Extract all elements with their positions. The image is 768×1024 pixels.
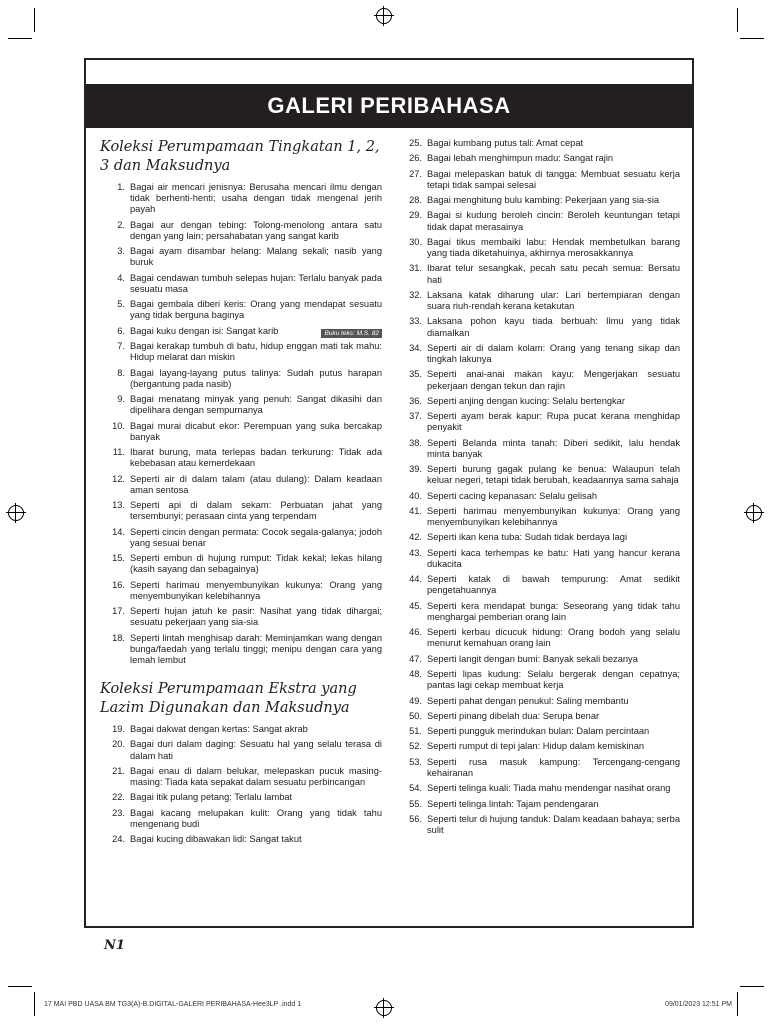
item-number: 32. bbox=[409, 289, 422, 300]
list-item bbox=[398, 814, 680, 836]
list-item bbox=[100, 580, 382, 602]
item-text: Bagai kacang melupakan kulit: Orang yang tidak tahu mengenang budi bbox=[130, 807, 382, 829]
crop-mark bbox=[34, 8, 35, 32]
list-item bbox=[100, 182, 382, 216]
item-text: Bagai gembala diberi keris: Orang yang mendapat sesuatu yang tidak berguna baginya bbox=[130, 299, 382, 321]
item-number: 54. bbox=[409, 783, 422, 794]
list-item bbox=[100, 527, 382, 549]
item-number: 31. bbox=[409, 263, 422, 274]
crop-mark bbox=[740, 986, 764, 987]
item-text: Seperti pungguk merindukan bulan: Dalam percintaan bbox=[427, 726, 650, 737]
list-item bbox=[100, 633, 382, 667]
list-item bbox=[100, 421, 382, 443]
list-item bbox=[100, 341, 382, 363]
item-number: 52. bbox=[409, 741, 422, 752]
list-item bbox=[398, 343, 680, 365]
item-text: Ibarat burung, mata terlepas badan terkurung: Tidak ada kebebasan atau kemerdekaan bbox=[130, 447, 382, 469]
footer-timestamp: 09/01/2023 12:51 PM bbox=[665, 1001, 732, 1008]
item-number: 13. bbox=[112, 500, 125, 510]
item-text: Bagai murai dicabut ekor: Perempuan yang suka bercakap banyak bbox=[130, 420, 382, 442]
crop-mark bbox=[8, 38, 32, 39]
crop-mark bbox=[737, 992, 738, 1016]
item-number: 9. bbox=[117, 394, 125, 404]
registration-mark-icon bbox=[8, 505, 24, 521]
list-item bbox=[398, 669, 680, 691]
list-item bbox=[100, 792, 382, 803]
item-text: Seperti telinga lintah: Tajam pendengaran bbox=[427, 798, 599, 809]
item-text: Seperti cacing kepanasan: Selalu gelisah bbox=[427, 490, 598, 501]
item-number: 46. bbox=[409, 627, 422, 638]
list-item bbox=[398, 783, 680, 794]
item-text: Bagai itik pulang petang: Terlalu lambat bbox=[130, 792, 293, 803]
item-text: Seperti air di dalam kolam: Orang yang tenang sikap dan tingkah lakunya bbox=[427, 342, 680, 365]
registration-mark-icon bbox=[376, 1000, 392, 1016]
item-text: Seperti langit dengan bumi: Banyak sekali bezanya bbox=[427, 653, 638, 664]
item-text: Bagai melepaskan batuk di tangga: Membuat sesuatu kerja tetapi tidak sampai selesai bbox=[427, 168, 680, 190]
item-number: 40. bbox=[409, 490, 422, 501]
item-number: 17. bbox=[112, 606, 125, 616]
content-frame bbox=[84, 58, 694, 928]
item-text: Bagai aur dengan tebing: Tolong-menolong antara satu dengan yang lain; persahabatan yang sangat karib bbox=[130, 219, 382, 241]
item-number: 11. bbox=[112, 447, 125, 457]
item-text: Bagai si kudung beroleh cincin: Beroleh keuntungan tetapi tidak dapat merasainya bbox=[427, 210, 680, 232]
item-number: 35. bbox=[409, 369, 422, 380]
item-number: 49. bbox=[409, 695, 422, 706]
item-number: 39. bbox=[409, 464, 422, 475]
list-item bbox=[398, 548, 680, 570]
list-item bbox=[100, 500, 382, 522]
list-item bbox=[100, 368, 382, 390]
item-number: 1. bbox=[117, 182, 125, 192]
crop-mark bbox=[737, 8, 738, 32]
item-number: 53. bbox=[409, 756, 422, 767]
item-text: Laksana katak diharung ular: Lari bertempiaran dengan suara riuh-rendah kerana ketakutan bbox=[427, 289, 680, 312]
item-text: Seperti hujan jatuh ke pasir: Nasihat yang tidak dihargai; sesuatu pekerjaan yang sia-sia bbox=[130, 606, 382, 628]
list-item bbox=[398, 263, 680, 285]
item-number: 16. bbox=[112, 579, 125, 590]
item-number: 50. bbox=[409, 710, 422, 721]
list-item bbox=[398, 369, 680, 391]
item-text: Seperti api di dalam sekam: Perbuatan jahat yang tersembunyi; perasaan cinta yang terpendam bbox=[130, 500, 382, 522]
item-text: Seperti pinang dibelah dua: Serupa benar bbox=[427, 710, 600, 721]
item-text: Bagai menghitung bulu kambing: Pekerjaan yang sia-sia bbox=[427, 195, 660, 206]
list-item bbox=[100, 246, 382, 268]
item-number: 48. bbox=[409, 669, 422, 680]
list-item bbox=[398, 741, 680, 752]
item-number: 42. bbox=[409, 532, 422, 543]
registration-mark-icon bbox=[376, 8, 392, 24]
item-text: Bagai kumbang putus tali: Amat cepat bbox=[427, 138, 584, 148]
list-item bbox=[398, 491, 680, 502]
list-item bbox=[100, 553, 382, 575]
list-item bbox=[398, 169, 680, 191]
list-item bbox=[398, 532, 680, 543]
list-item bbox=[100, 606, 382, 628]
item-text: Bagai kucing dibawakan lidi: Sangat takut bbox=[130, 834, 302, 845]
item-text: Bagai duri dalam daging: Sesuatu hal yang selalu terasa di dalam hati bbox=[130, 739, 382, 761]
item-number: 25. bbox=[409, 138, 422, 148]
list-item bbox=[398, 195, 680, 206]
item-number: 55. bbox=[409, 798, 422, 809]
list-item bbox=[398, 799, 680, 810]
list-item bbox=[398, 290, 680, 312]
registration-mark-icon bbox=[746, 505, 762, 521]
item-text: Bagai lebah menghimpun madu: Sangat rajin bbox=[427, 153, 614, 164]
item-number: 43. bbox=[409, 547, 422, 558]
item-number: 45. bbox=[409, 600, 422, 611]
list-item bbox=[398, 210, 680, 232]
list-item bbox=[100, 394, 382, 416]
item-number: 12. bbox=[112, 473, 125, 484]
item-text: Seperti kera mendapat bunga: Seseorang yang tidak tahu menghargai pemberian orang lain bbox=[427, 600, 680, 622]
list-item bbox=[100, 474, 382, 496]
item-number: 7. bbox=[117, 341, 125, 351]
item-number: 20. bbox=[112, 739, 125, 750]
item-number: 21. bbox=[112, 765, 125, 776]
item-text: Seperti kaca terhempas ke batu: Hati yang hancur kerana dukacita bbox=[427, 547, 680, 569]
item-number: 10. bbox=[112, 420, 125, 431]
item-number: 38. bbox=[409, 437, 422, 448]
left-column bbox=[100, 138, 382, 850]
list-item bbox=[100, 447, 382, 469]
item-text: Seperti air di dalam talam (atau dulang): Dalam keadaan aman sentosa bbox=[130, 473, 382, 495]
textbook-reference-badge: Buku teks: M.S. 82 bbox=[321, 329, 382, 338]
list-item bbox=[398, 726, 680, 737]
list-item bbox=[100, 834, 382, 845]
footer-file-info: 17 MAI PBD UASA BM TG3(A)-B.DIGITAL-GALERI PERIBAHASA-Hee3LP .indd 1 bbox=[44, 1001, 302, 1008]
item-text: Seperti cincin dengan permata: Cocok segala-galanya; jodoh yang sesuai benar bbox=[130, 526, 382, 548]
proverb-list-1 bbox=[100, 182, 382, 666]
item-text: Seperti burung gagak pulang ke benua: Walaupun telah keluar negeri, tetapi tidak berubah, keadaannya sama sahaja bbox=[427, 464, 680, 486]
item-number: 28. bbox=[409, 195, 422, 206]
item-number: 34. bbox=[409, 342, 422, 353]
item-number: 44. bbox=[409, 574, 422, 585]
item-text: Bagai layang-layang putus talinya: Sudah putus harapan (bergantung pada nasib) bbox=[130, 367, 382, 389]
item-text: Seperti kerbau dicucuk hidung: Orang bodoh yang selalu menurut kemahuan orang lain bbox=[427, 627, 680, 649]
item-text: Seperti lipas kudung: Selalu bergerak dengan cepatnya; pantas lagi cekap membuat kerja bbox=[427, 669, 680, 691]
item-number: 5. bbox=[117, 299, 125, 310]
crop-mark bbox=[8, 986, 32, 987]
item-number: 3. bbox=[117, 246, 125, 257]
item-text: Laksana pohon kayu tiada berbuah: Ilmu yang tidak diamalkan bbox=[427, 316, 680, 338]
list-item bbox=[398, 438, 680, 460]
list-item bbox=[100, 766, 382, 788]
list-item bbox=[398, 237, 680, 259]
item-number: 8. bbox=[117, 367, 125, 378]
item-text: Seperti anjing dengan kucing: Selalu bertengkar bbox=[427, 395, 625, 406]
item-text: Seperti Belanda minta tanah: Diberi sedikit, lalu hendak minta banyak bbox=[427, 437, 680, 459]
item-text: Seperti rumput di tepi jalan: Hidup dalam kemiskinan bbox=[427, 741, 645, 752]
item-number: 19. bbox=[112, 724, 125, 735]
list-item bbox=[100, 220, 382, 242]
section2-title: Koleksi Perumpamaan Ekstra yang Lazim Digunakan dan Maksudnya bbox=[100, 681, 357, 717]
item-text: Bagai cendawan tumbuh selepas hujan: Terlalu banyak pada sesuatu masa bbox=[130, 272, 382, 294]
list-item bbox=[100, 808, 382, 830]
item-text: Bagai menatang minyak yang penuh: Sangat dikasihi dan dipelihara dengan sempurnanya bbox=[130, 394, 382, 416]
list-item bbox=[398, 464, 680, 486]
item-number: 4. bbox=[117, 272, 125, 283]
list-item bbox=[398, 601, 680, 623]
section1-title: Koleksi Perumpamaan Tingkatan 1, 2, 3 dan Maksudnya bbox=[100, 139, 380, 174]
item-text: Bagai kerakap tumbuh di batu, hidup enggan mati tak mahu: Hidup melarat dan miskin bbox=[130, 341, 382, 363]
item-number: 14. bbox=[112, 526, 125, 537]
item-number: 51. bbox=[409, 726, 422, 737]
item-text: Bagai tikus membaiki labu: Hendak membetulkan barang yang tiada diketahuinya, akhirnya merosakkannya bbox=[427, 236, 680, 259]
right-column bbox=[398, 138, 680, 840]
list-item bbox=[398, 574, 680, 596]
item-number: 2. bbox=[117, 219, 125, 230]
item-number: 29. bbox=[409, 210, 422, 221]
item-number: 24. bbox=[112, 834, 125, 845]
item-number: 30. bbox=[409, 236, 422, 247]
list-item bbox=[398, 696, 680, 707]
item-text: Seperti ikan kena tuba: Sudah tidak berdaya lagi bbox=[427, 532, 628, 543]
list-item bbox=[398, 411, 680, 433]
proverb-list-3 bbox=[398, 138, 680, 836]
list-item bbox=[398, 506, 680, 528]
list-item bbox=[398, 757, 680, 779]
list-item bbox=[100, 724, 382, 735]
item-text: Bagai dakwat dengan kertas: Sangat akrab bbox=[130, 724, 308, 735]
item-number: 23. bbox=[112, 807, 125, 818]
list-item bbox=[398, 627, 680, 649]
list-item bbox=[398, 711, 680, 722]
item-number: 18. bbox=[112, 632, 125, 643]
item-text: Seperti rusa masuk kampung: Tercengang-cengang kehairanan bbox=[427, 756, 680, 778]
item-number: 36. bbox=[409, 395, 422, 406]
item-text: Seperti embun di hujung rumput: Tidak kekal; lekas hilang (kasih sayang dan sebagainya) bbox=[130, 553, 382, 575]
list-item bbox=[398, 654, 680, 665]
list-item bbox=[100, 273, 382, 295]
item-text: Seperti anai-anai makan kayu: Mengerjakan sesuatu pekerjaan dengan tekun dan rajin bbox=[427, 369, 680, 391]
item-text: Ibarat telur sesangkak, pecah satu pecah semua: Bersatu hati bbox=[427, 263, 680, 285]
item-text: Bagai enau di dalam belukar, melepaskan pucuk masing-masing: Tiada kata sepakat dalam sesuatu perbincangan bbox=[130, 765, 382, 788]
list-item bbox=[100, 299, 382, 321]
item-text: Seperti katak di bawah tempurung: Amat sedikit pengetahuannya bbox=[427, 574, 680, 596]
item-number: 27. bbox=[409, 168, 422, 179]
item-number: 22. bbox=[112, 792, 125, 803]
list-item bbox=[398, 316, 680, 338]
item-number: 41. bbox=[409, 505, 422, 516]
list-item bbox=[398, 396, 680, 407]
item-number: 6. bbox=[117, 325, 125, 336]
crop-mark bbox=[34, 992, 35, 1016]
item-text: Bagai air mencari jenisnya: Berusaha mencari ilmu dengan tidak berhenti-henti; usaha dengan tidak mengenal jerih payah bbox=[130, 182, 382, 215]
item-number: 37. bbox=[409, 411, 422, 422]
item-text: Bagai ayam disambar helang: Malang sekali; nasib yang buruk bbox=[130, 246, 382, 268]
proverb-list-2 bbox=[100, 724, 382, 845]
crop-mark bbox=[740, 38, 764, 39]
list-item bbox=[398, 138, 680, 149]
item-text: Seperti telinga kuali: Tiada mahu mendengar nasihat orang bbox=[427, 783, 671, 794]
item-text: Seperti lintah menghisap darah: Meminjamkan wang dengan bunga/faedah yang terlalu tinggi; menipu dengan cara yang lemah lembut bbox=[130, 632, 382, 665]
item-text: Seperti harimau menyembunyikan kukunya: Orang yang menyembunyikan kelebihannya bbox=[427, 505, 680, 528]
page-number: N1 bbox=[104, 938, 125, 953]
item-number: 47. bbox=[409, 653, 422, 664]
item-number: 15. bbox=[112, 553, 125, 563]
item-number: 26. bbox=[409, 153, 422, 164]
list-item bbox=[398, 153, 680, 164]
item-text: Seperti pahat dengan penukul: Saling membantu bbox=[427, 695, 629, 706]
list-item bbox=[100, 739, 382, 761]
item-number: 56. bbox=[409, 813, 422, 824]
item-text: Seperti ayam berak kapur: Rupa pucat kerana menghidap penyakit bbox=[427, 411, 680, 433]
item-text: Seperti telur di hujung tanduk: Dalam keadaan bahaya; serba sulit bbox=[427, 813, 680, 836]
item-text: Bagai kuku dengan isi: Sangat karib bbox=[130, 325, 279, 336]
item-number: 33. bbox=[409, 316, 422, 327]
page-title: GALERI PERIBAHASA bbox=[86, 84, 692, 128]
item-text: Seperti harimau menyembunyikan kukunya: Orang yang menyembunyikan kelebihannya bbox=[130, 579, 382, 601]
